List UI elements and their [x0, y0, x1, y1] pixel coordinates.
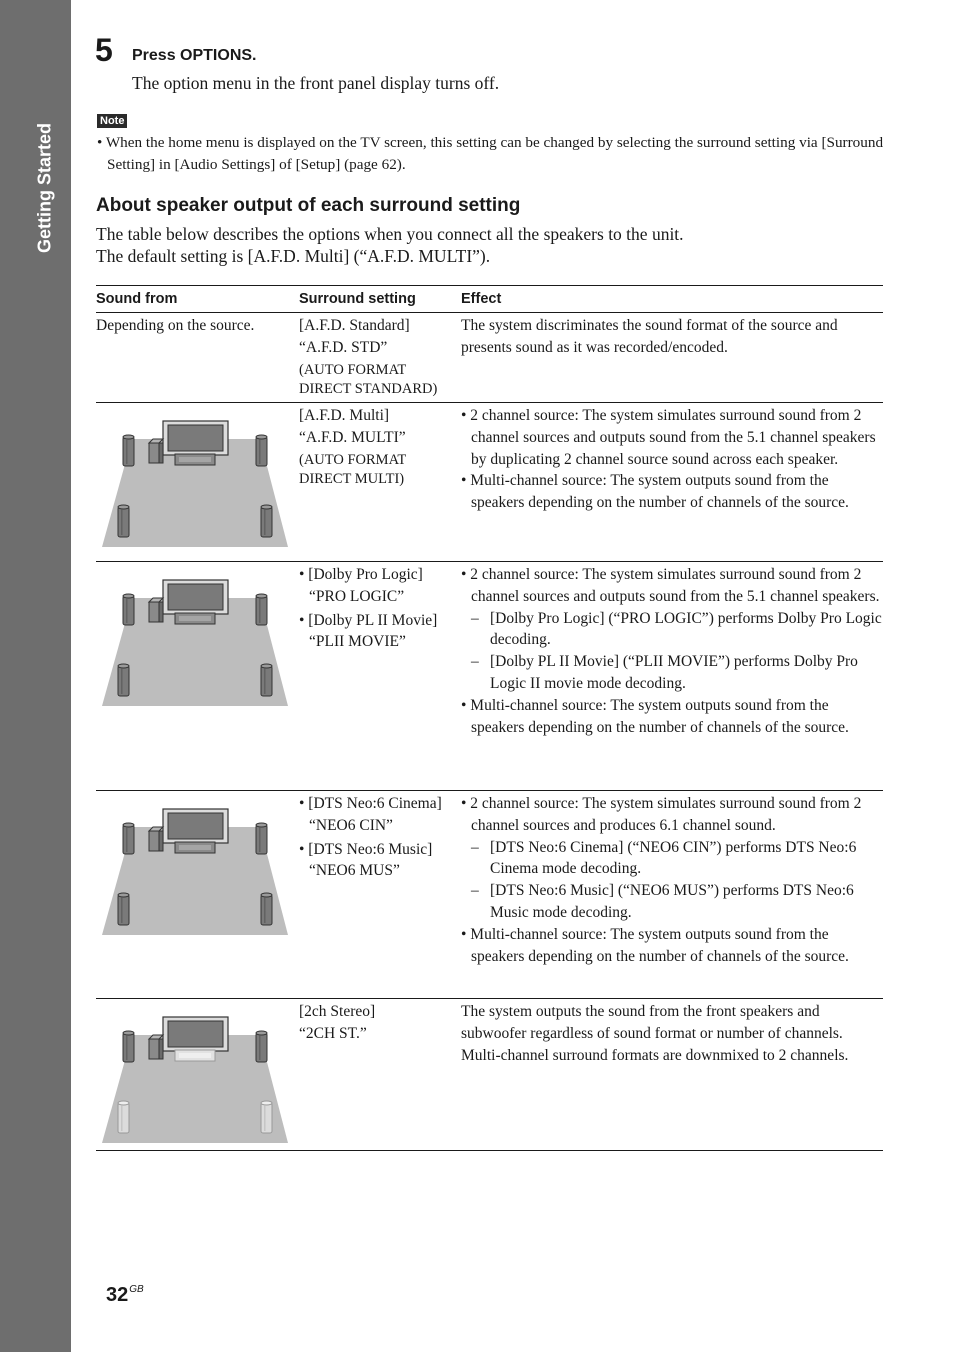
dash: –	[471, 653, 479, 671]
diagram-cell	[96, 562, 299, 790]
speaker-diagram	[102, 1015, 288, 1143]
setting-cell	[299, 999, 461, 1150]
intro-line: The table below describes the options when you connect all the speakers to the unit.	[96, 224, 684, 244]
surround-left-speaker	[118, 664, 129, 696]
table-row	[96, 791, 883, 999]
page-number-value: 32	[106, 1284, 129, 1306]
setting-cell	[299, 562, 461, 790]
effect-cell	[461, 562, 883, 790]
note-text: • When the home menu is displayed on the TV screen, this setting can be changed by selecting the surround setting via [Surround Setting] in [Audio Settings] of [Setup] (page 62).	[97, 134, 884, 173]
effect-bullet: • 2 channel source: The system simulates surround sound from 2 channel sources and outputs sound from the 5.1 channel speakers.	[461, 566, 880, 605]
subwoofer	[149, 1035, 163, 1059]
setting-name: [A.F.D. Standard]	[299, 317, 410, 334]
effect-cell	[461, 791, 883, 998]
center-speaker	[175, 842, 215, 853]
front-left-speaker	[123, 435, 134, 466]
center-speaker	[175, 454, 215, 465]
sound-from-cell: Depending on the source.	[96, 317, 255, 334]
section-intro	[96, 223, 684, 267]
effect-bullet: • Multi-channel source: The system outputs sound from the speakers depending on the number of channels of the source.	[461, 925, 849, 965]
side-tab-label: Getting Started	[34, 122, 55, 254]
diagram-cell	[96, 403, 299, 561]
front-left-speaker	[123, 1031, 134, 1062]
effect-bullet: • 2 channel source: The system simulates surround sound from 2 channel sources and produces 6.1 channel sound.	[461, 795, 862, 834]
speaker-diagram	[102, 419, 288, 547]
effect-subitem	[461, 880, 883, 924]
surround-left-speaker	[118, 1101, 129, 1133]
diagram-cell	[96, 791, 299, 998]
effect-subitem-text: [Dolby Pro Logic] (“PRO LOGIC”) performs Dolby Pro Logic decoding.	[490, 609, 882, 649]
dash: –	[471, 882, 479, 900]
table-row	[96, 562, 883, 791]
surround-right-speaker	[261, 505, 272, 537]
front-right-speaker	[256, 1031, 267, 1062]
tv-icon	[163, 1017, 228, 1051]
subwoofer	[149, 598, 163, 622]
front-left-speaker	[123, 823, 134, 854]
table-row	[96, 999, 883, 1151]
front-right-speaker	[256, 594, 267, 625]
setting-bullet: • [Dolby PL II Movie] “PLII MOVIE”	[299, 611, 438, 651]
surround-left-speaker	[118, 505, 129, 537]
center-speaker	[175, 1050, 215, 1061]
tv-icon	[163, 809, 228, 843]
front-right-speaker	[256, 823, 267, 854]
setting-note-line: DIRECT MULTI)	[299, 470, 405, 487]
center-speaker	[175, 613, 215, 624]
effect-bullet: • 2 channel source: The system simulates surround sound from 2 channel sources and outputs sound from the 5.1 channel speakers by duplicating 2 channel source sound across each speaker.	[461, 407, 876, 468]
setting-cell	[299, 791, 461, 998]
dash: –	[471, 609, 479, 627]
tv-icon	[163, 421, 228, 455]
front-left-speaker	[123, 594, 134, 625]
surround-table	[96, 285, 883, 1151]
effect-cell	[461, 403, 883, 561]
setting-name: [2ch Stereo]	[299, 1003, 376, 1020]
setting-note-line: (AUTO FORMAT	[299, 361, 407, 378]
effect-cell: The system outputs the sound from the front speakers and subwoofer regardless of sound format or number of channels. Multi-channel surround formats are downmixed to 2 channels.	[461, 1003, 849, 1064]
table-header	[96, 286, 883, 313]
col-header-effect: Effect	[461, 291, 502, 307]
subwoofer	[149, 827, 163, 851]
page-number	[106, 1284, 144, 1307]
surround-right-speaker	[261, 893, 272, 925]
setting-note	[299, 451, 461, 489]
speaker-diagram	[102, 807, 288, 935]
setting-display: “A.F.D. STD”	[299, 338, 388, 356]
effect-subitem	[461, 608, 883, 652]
effect-subitem-text: [Dolby PL II Movie] (“PLII MOVIE”) performs Dolby Pro Logic II movie mode decoding.	[490, 653, 858, 692]
note-badge: Note	[97, 114, 127, 128]
setting-display: “A.F.D. MULTI”	[299, 428, 406, 446]
table-row	[96, 403, 883, 562]
effect-bullet: • Multi-channel source: The system outputs sound from the speakers depending on the number of channels of the source.	[461, 472, 849, 512]
setting-note-line: (AUTO FORMAT	[299, 451, 407, 468]
step-text: The option menu in the front panel display turns off.	[132, 73, 500, 93]
step-number: 5	[95, 32, 113, 68]
step-title: Press OPTIONS.	[132, 47, 257, 64]
effect-subitem-text: [DTS Neo:6 Music] (“NEO6 MUS”) performs DTS Neo:6 Music mode decoding.	[490, 882, 854, 921]
section-heading: About speaker output of each surround setting	[96, 195, 521, 216]
setting-cell	[299, 313, 461, 402]
page-number-suffix: GB	[129, 1284, 144, 1295]
setting-bullet: • [DTS Neo:6 Cinema] “NEO6 CIN”	[299, 795, 442, 834]
speaker-diagram	[102, 578, 288, 706]
setting-note	[299, 361, 461, 399]
effect-subitem	[461, 837, 883, 881]
table-row	[96, 313, 883, 403]
subwoofer	[149, 439, 163, 463]
dash: –	[471, 838, 479, 856]
effect-bullet: • Multi-channel source: The system outputs sound from the speakers depending on the number of channels of the source.	[461, 696, 849, 736]
tv-icon	[163, 580, 228, 614]
effect-subitem-text: [DTS Neo:6 Cinema] (“NEO6 CIN”) performs DTS Neo:6 Cinema mode decoding.	[490, 838, 857, 878]
diagram-cell	[96, 999, 299, 1150]
intro-line: The default setting is [A.F.D. Multi] (“A.F.D. MULTI”).	[96, 246, 491, 266]
effect-subitem	[461, 651, 883, 695]
surround-right-speaker	[261, 1101, 272, 1133]
setting-display: “2CH ST.”	[299, 1024, 367, 1042]
setting-note-line: DIRECT STANDARD)	[299, 380, 438, 397]
col-header-surround-setting: Surround setting	[299, 291, 416, 307]
setting-cell	[299, 403, 461, 561]
setting-name: [A.F.D. Multi]	[299, 407, 390, 424]
setting-bullet: • [Dolby Pro Logic] “PRO LOGIC”	[299, 566, 423, 605]
effect-cell: The system discriminates the sound format of the source and presents sound as it was recorded/encoded.	[461, 317, 838, 356]
setting-bullet: • [DTS Neo:6 Music] “NEO6 MUS”	[299, 840, 433, 880]
col-header-sound-from: Sound from	[96, 291, 178, 307]
surround-right-speaker	[261, 664, 272, 696]
surround-left-speaker	[118, 893, 129, 925]
front-right-speaker	[256, 435, 267, 466]
